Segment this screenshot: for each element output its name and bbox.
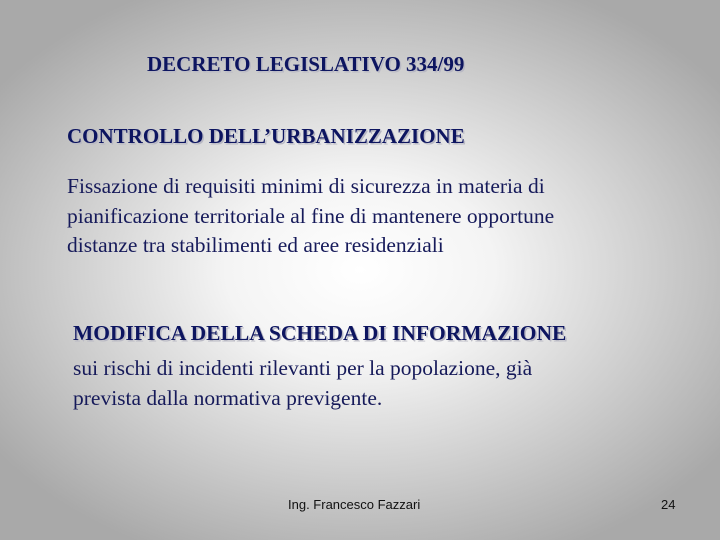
section-heading-scheda-informazione: MODIFICA DELLA SCHEDA DI INFORMAZIONE — [73, 321, 567, 345]
paragraph-line: sui rischi di incidenti rilevanti per la popolazione, già — [73, 356, 533, 380]
paragraph-line: distanze tra stabilimenti ed aree residenziali — [67, 233, 444, 257]
section-heading-urbanizzazione: CONTROLLO DELL’URBANIZZAZIONE — [67, 124, 465, 148]
paragraph-line: pianificazione territoriale al fine di mantenere opportune — [67, 203, 555, 228]
footer-author: Ing. Francesco Fazzari — [288, 497, 421, 512]
paragraph-line: Fissazione di requisiti minimi di sicurezza in materia di — [67, 174, 545, 198]
slide-number: 24 — [661, 497, 676, 512]
paragraph-urbanizzazione — [67, 172, 667, 261]
paragraph-line: prevista dalla normativa previgente. — [73, 385, 383, 410]
paragraph-scheda-informazione — [73, 354, 673, 413]
slide-title: DECRETO LEGISLATIVO 334/99 — [147, 52, 465, 76]
